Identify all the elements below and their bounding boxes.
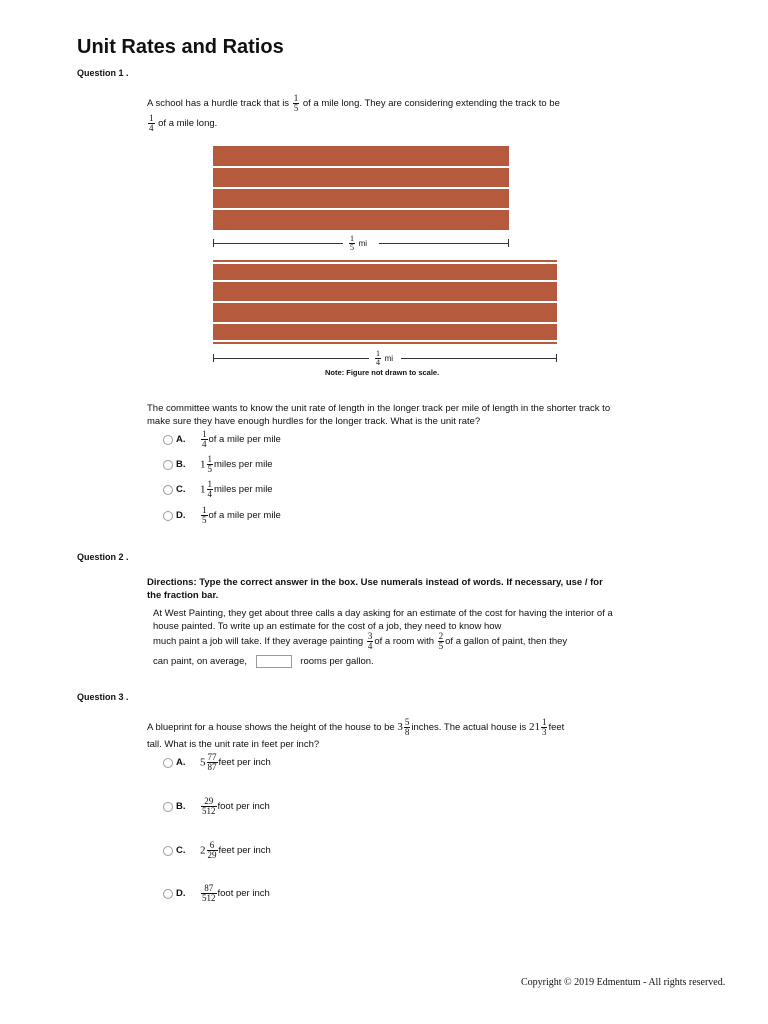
q1-option-d[interactable]: D. $\frac{1}{5}$ of a mile per mile [163,506,281,525]
question-1-stem-line2 [147,114,217,133]
question-3-stem: A blueprint for a house shows the height of the house to be 3 $\frac{5}{8}$ inches. The actual house is 21 $\frac{1}{3}$ feet [147,717,565,737]
question-2-label: Question 2 . [77,552,129,562]
q1-option-b[interactable]: B. 1 $\frac{1}{5}$ miles per mile [163,455,273,474]
radio-button[interactable] [163,460,173,470]
question-1-prompt: The committee wants to know the unit rate of length in the longer track per mile of length in the shorter track to make sure they have enough hurdles for the longer track. What is the unit rate? [147,403,611,427]
question-2-text: At West Painting, they get about three calls a day asking for an estimate of the cost for having the interior of a house painted. To write up an estimate for the cost of a job, they need to know how [153,608,613,632]
short-track-label: $\frac{1}{5}$ mi [350,234,368,252]
radio-button[interactable] [163,802,173,812]
q1-option-c[interactable]: C. 1 $\frac{1}{4}$ miles per mile [163,480,273,499]
answer-input[interactable] [256,655,292,668]
question-2-text-line3: can paint, on average, rooms per gallon. [153,656,374,668]
radio-button[interactable] [163,435,173,445]
q1-stem-text-a: A school has a hurdle track that is [147,98,290,110]
question-3-stem-line2: tall. What is the unit rate in feet per inch? [147,739,320,750]
radio-button[interactable] [163,758,173,768]
long-track-image [213,260,557,344]
radio-button[interactable] [163,846,173,856]
q3-option-a[interactable]: A. 5 $\frac{77}{87}$ feet per inch [163,753,271,772]
radio-button[interactable] [163,485,173,495]
radio-button[interactable] [163,511,173,521]
page-title: Unit Rates and Ratios [77,36,284,58]
question-2-text-line2: much paint a job will take. If they average painting $\frac{3}{4}$ of a room with $\frac{2}{5}$ of a gallon of paint, then they [153,631,568,651]
q1-option-a[interactable]: A. $\frac{1}{4}$ of a mile per mile [163,430,281,449]
question-3-label: Question 3 . [77,692,129,702]
radio-button[interactable] [163,889,173,899]
long-track-label: $\frac{1}{4}$ mi [376,349,394,367]
q3-option-d[interactable]: D. $\frac{87}{512}$ foot per inch [163,884,270,903]
q3-option-c[interactable]: C. 2 $\frac{6}{29}$ feet per inch [163,841,271,860]
short-track-image [213,146,509,230]
q1-stem-fraction-2: $\frac{1}{4}$ [149,113,154,133]
q3-option-b[interactable]: B. $\frac{29}{512}$ foot per inch [163,797,270,816]
copyright-footer: Copyright © 2019 Edmentum - All rights reserved. [521,977,726,988]
question-1-stem [147,94,617,113]
figure-note: Note: Figure not drawn to scale. [325,368,440,377]
question-2-directions: Directions: Type the correct answer in the box. Use numerals instead of words. If necessary, use / for the fraction bar. [147,577,603,601]
q1-stem-fraction: $\frac{1}{5}$ [293,93,299,113]
q1-stem-text-c: of a mile long. [158,118,218,130]
q1-stem-text-b: of a mile long. They are considering extending the track to be [302,98,560,110]
question-1-label: Question 1 . [77,68,129,78]
